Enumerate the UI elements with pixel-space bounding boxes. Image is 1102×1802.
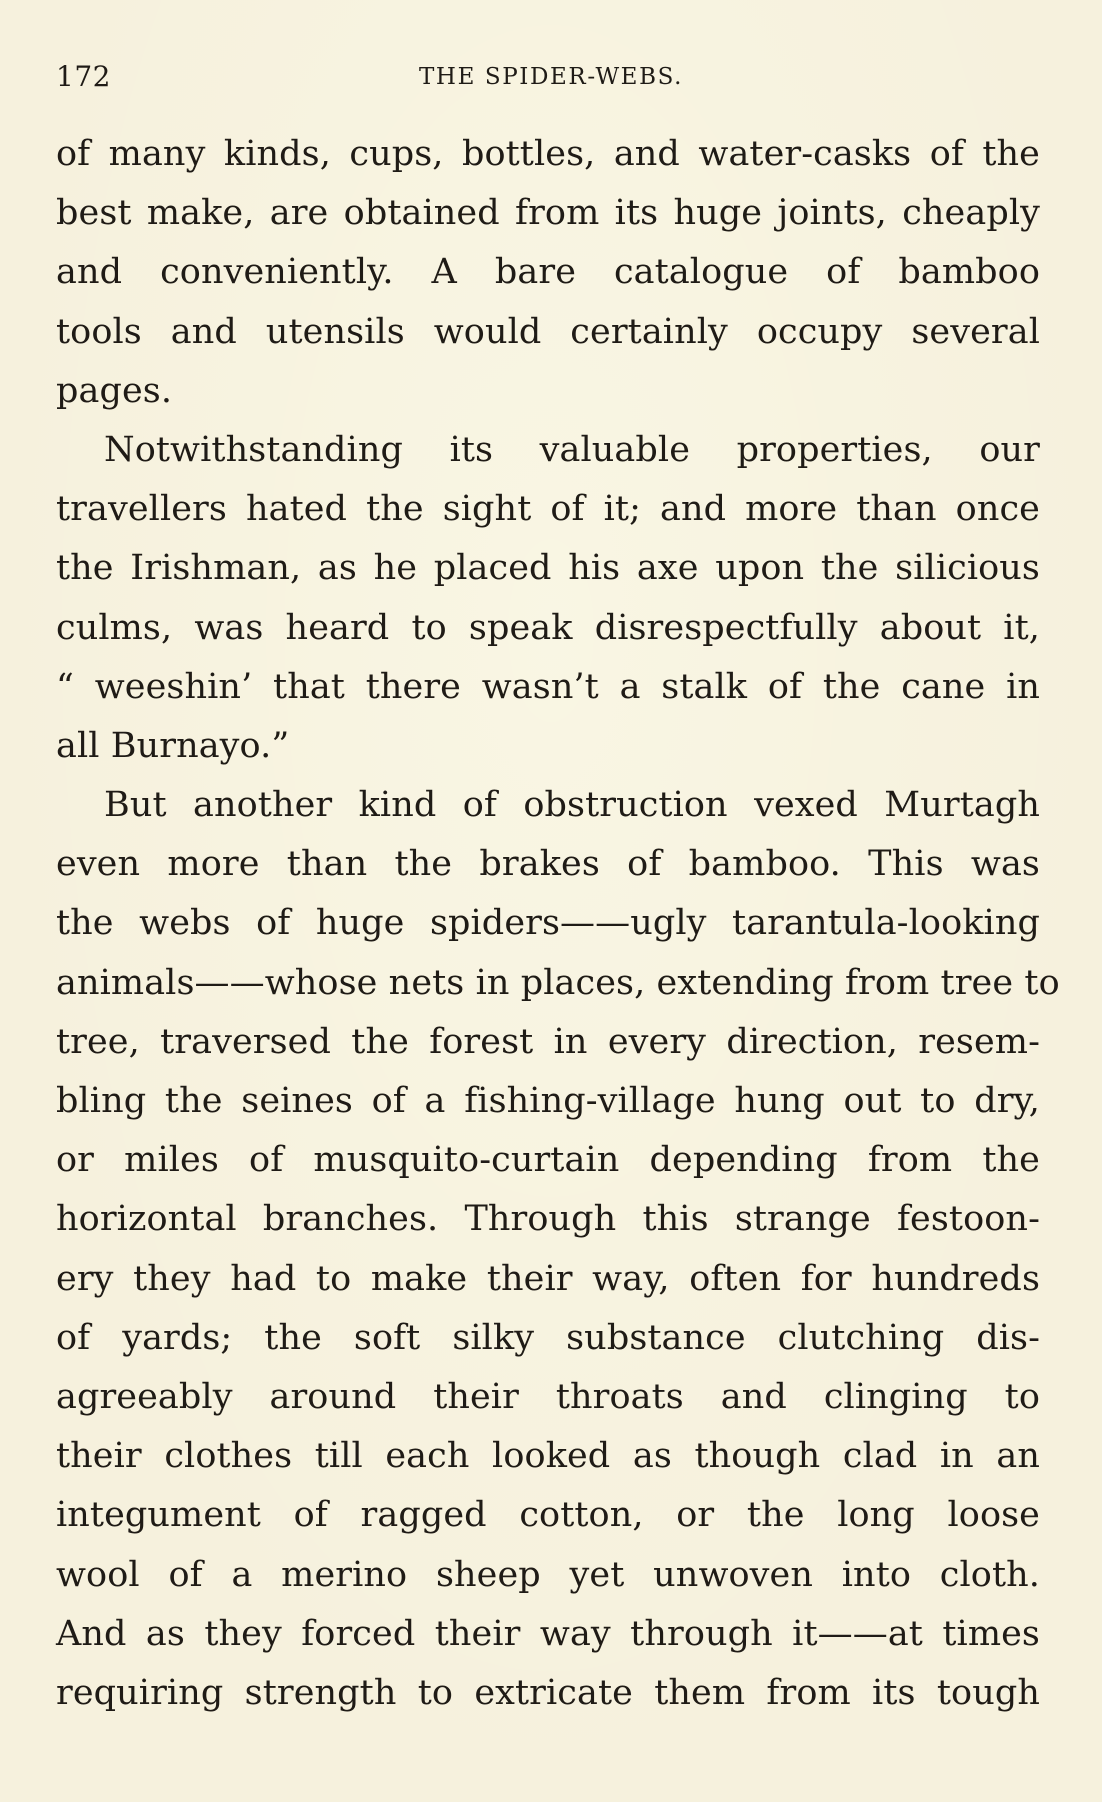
text-line: culms, was heard to speak disrespectfully about it, — [56, 607, 1040, 648]
running-head: THE SPIDER-WEBS. — [418, 64, 684, 90]
text-line: “ weeshin’ that there wasn’t a stalk of the cane in — [56, 666, 1040, 707]
text-line: best make, are obtained from its huge joints, cheaply — [56, 193, 1040, 234]
text-line: animals——whose nets in places, extending from tree to — [56, 962, 1060, 1003]
page-number: 172 — [56, 60, 111, 93]
text-line: even more than the brakes of bamboo. This was — [56, 844, 1040, 885]
text-line: the webs of huge spiders——ugly tarantula-looking — [56, 903, 1040, 944]
text-line: But another kind of obstruction vexed Murtagh — [104, 785, 1040, 826]
text-line: ery they had to make their way, often for hundreds — [56, 1258, 1040, 1299]
text-line: And as they forced their way through it——at times — [56, 1613, 1040, 1654]
text-line: Notwithstanding its valuable properties, our — [104, 429, 1040, 470]
text-line: tools and utensils would certainly occupy several — [56, 311, 1040, 352]
text-line: the Irishman, as he placed his axe upon the silicious — [56, 548, 1040, 589]
text-line: travellers hated the sight of it; and more than once — [56, 489, 1040, 530]
text-line: and conveniently. A bare catalogue of bamboo — [56, 252, 1040, 293]
text-line: agreeably around their throats and clinging to — [56, 1376, 1040, 1417]
text-line: or miles of musquito-curtain depending from the — [56, 1140, 1040, 1181]
text-line: horizontal branches. Through this strange festoon- — [56, 1199, 1040, 1240]
text-line: their clothes till each looked as though clad in an — [56, 1436, 1040, 1477]
text-line: wool of a merino sheep yet unwoven into cloth. — [56, 1554, 1040, 1595]
text-line: all Burnayo.” — [56, 725, 290, 766]
text-line: bling the seines of a fishing-village hung out to dry, — [56, 1081, 1040, 1121]
text-line: pages. — [56, 370, 173, 411]
text-line: of yards; the soft silky substance clutching dis- — [56, 1317, 1040, 1358]
text-line: of many kinds, cups, bottles, and water-casks of the — [56, 134, 1040, 174]
text-line: requiring strength to extricate them from its tough — [56, 1672, 1040, 1713]
text-line: tree, traversed the forest in every direction, resem- — [56, 1021, 1040, 1062]
body-text — [56, 125, 1060, 1723]
text-line: integument of ragged cotton, or the long loose — [56, 1495, 1040, 1536]
page-header — [56, 60, 1046, 100]
